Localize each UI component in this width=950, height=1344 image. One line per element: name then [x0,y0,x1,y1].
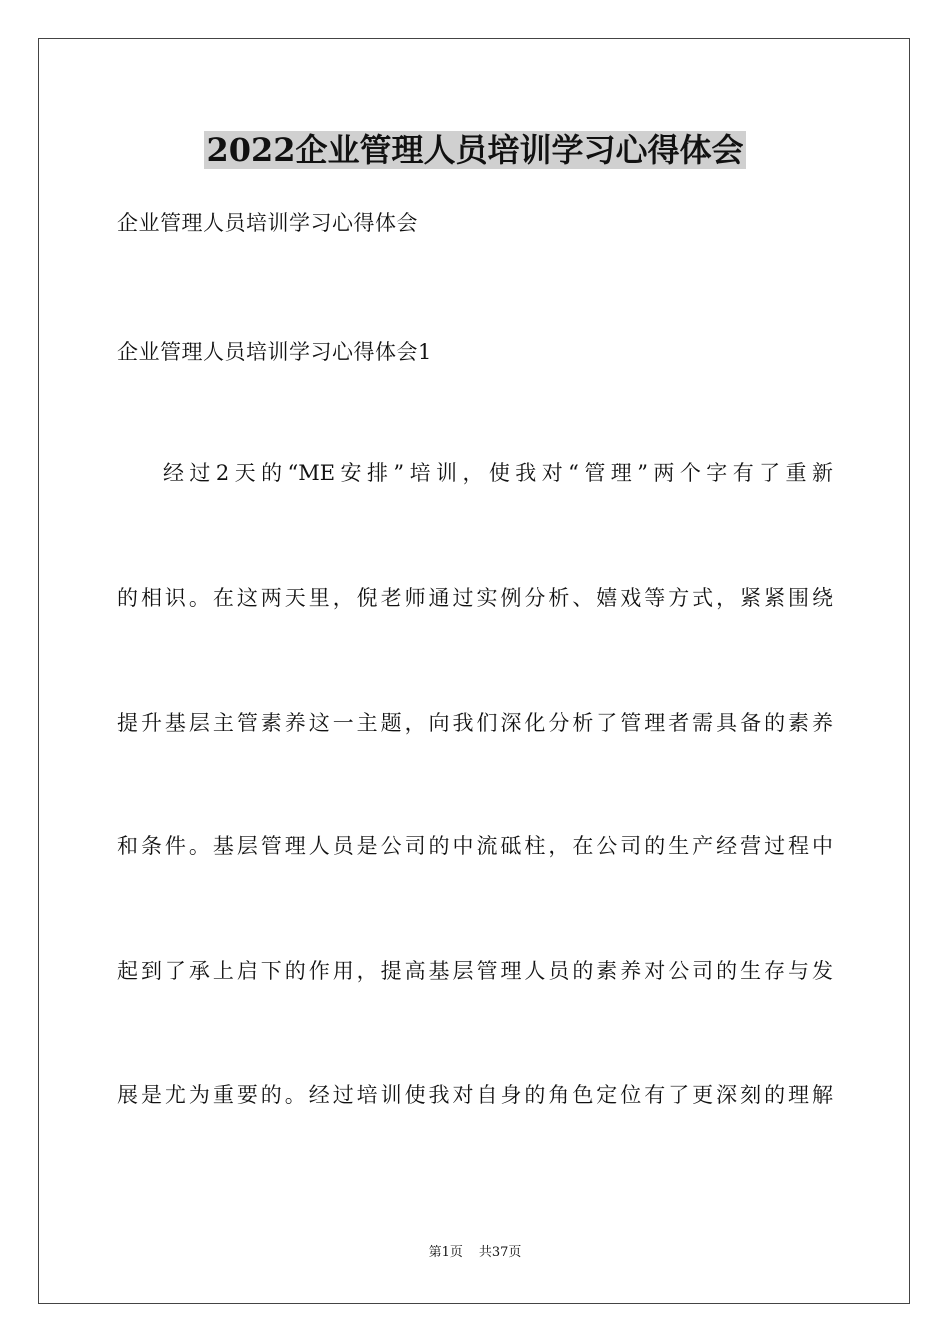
paragraph-line: 展是尤为重要的。经过培训使我对自身的角色定位有了更深刻的理解 [117,1083,833,1107]
page-number: 第1页 [428,1245,463,1260]
document-subtitle: 企业管理人员培训学习心得体会 [117,211,418,235]
page-total: 共37页 [478,1245,522,1260]
document-title-text: 2022企业管理人员培训学习心得体会 [206,131,744,169]
paragraph-line: 经过2天的“ME安排”培训，使我对“管理”两个字有了重新 [163,461,833,485]
paragraph-line: 的相识。在这两天里，倪老师通过实例分析、嬉戏等方式，紧紧围绕 [117,586,833,610]
paragraph-line: 起到了承上启下的作用，提高基层管理人员的素养对公司的生存与发 [117,959,833,983]
section-heading: 企业管理人员培训学习心得体会1 [117,340,432,364]
document-title [0,128,950,172]
page-footer [0,1244,950,1262]
paragraph-line: 提升基层主管素养这一主题，向我们深化分析了管理者需具备的素养 [117,711,833,735]
paragraph-line: 和条件。基层管理人员是公司的中流砥柱，在公司的生产经营过程中 [117,834,833,858]
